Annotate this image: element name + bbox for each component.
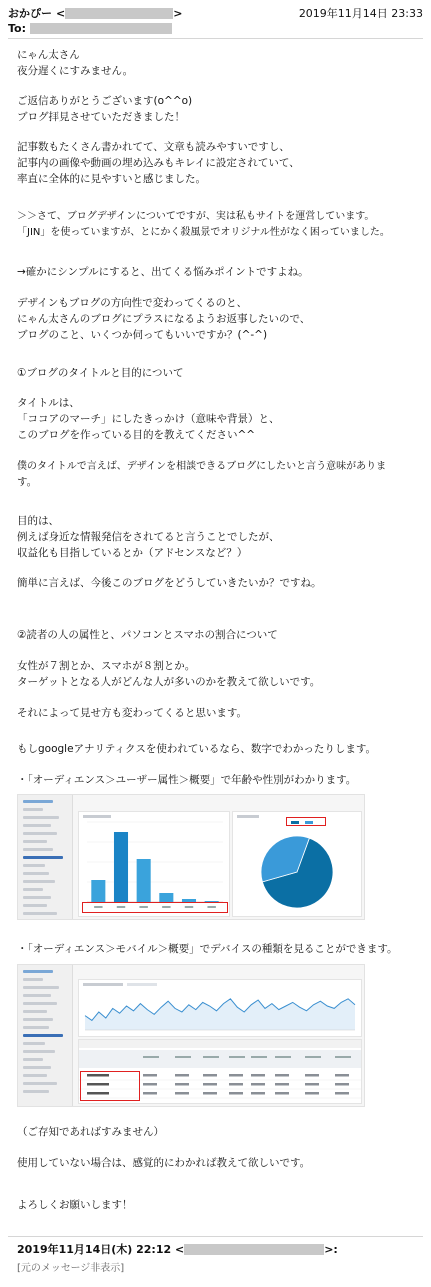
redacted-quoted-email bbox=[184, 1244, 324, 1255]
mail-header bbox=[8, 6, 423, 40]
table-cell bbox=[175, 1092, 189, 1095]
table-cell bbox=[203, 1074, 217, 1077]
body-line: 記事数もたくさん書かれてて、文章も読みやすいですし、 bbox=[17, 141, 290, 153]
section-heading-1: ①ブログのタイトルと目的について bbox=[17, 367, 184, 379]
table-cell bbox=[143, 1074, 157, 1077]
body-line: 夜分遅くにすみません。 bbox=[17, 65, 134, 77]
panel-title-placeholder bbox=[237, 815, 259, 818]
table-cell bbox=[251, 1074, 265, 1077]
line-area bbox=[85, 999, 355, 1030]
body-line: ・「オーディエンス＞ユーザー属性＞概要」で年齢や性別がわかります。 bbox=[17, 774, 357, 786]
body-line: 女性が７割とか、スマホが８割とか。 bbox=[17, 660, 196, 672]
body-line: ターゲットとなる人がどんな人が多いのかを教えて欲しいです。 bbox=[17, 676, 321, 688]
sender-close-bracket: > bbox=[173, 7, 183, 20]
header-cell bbox=[143, 1056, 159, 1058]
age-bar bbox=[137, 859, 151, 902]
highlight-gender-legend bbox=[286, 817, 326, 826]
body-line: デザインもブログの方向性で変わってくるのと、 bbox=[17, 297, 248, 309]
age-bar bbox=[114, 832, 128, 902]
quoted-sender bbox=[17, 1242, 338, 1257]
table-cell bbox=[203, 1092, 217, 1095]
redacted-email bbox=[65, 8, 173, 19]
header-cell bbox=[251, 1056, 267, 1058]
table-cell bbox=[335, 1092, 349, 1095]
body-line: 収益化も目指しているとか（アドセンスなど？） bbox=[17, 547, 248, 559]
body-line: ブログ拝見させていただきました！ bbox=[17, 111, 185, 123]
body-line: す。 bbox=[17, 476, 38, 488]
table-toolbar bbox=[79, 1040, 361, 1048]
table-cell bbox=[305, 1074, 319, 1077]
table-cell bbox=[229, 1074, 243, 1077]
table-cell bbox=[305, 1092, 319, 1095]
header-cell bbox=[175, 1056, 191, 1058]
header-divider bbox=[8, 38, 423, 39]
table-cell bbox=[275, 1092, 289, 1095]
body-line: 簡単に言えば、今後このブログをどうしていきたいか？ですね。 bbox=[17, 577, 322, 589]
header-cell bbox=[305, 1056, 321, 1058]
footer-divider bbox=[8, 1236, 423, 1237]
table-cell bbox=[175, 1074, 189, 1077]
table-cell bbox=[229, 1092, 243, 1095]
header-cell bbox=[335, 1056, 351, 1058]
table-cell bbox=[305, 1083, 319, 1086]
body-line: このブログを作っている目的を教えてください^^ bbox=[17, 429, 256, 441]
body-line: それによって見せ方も変わってくると思います。 bbox=[17, 707, 248, 719]
to-label: To: bbox=[8, 22, 26, 35]
header-cell bbox=[275, 1056, 291, 1058]
sessions-line-chart bbox=[79, 980, 361, 1036]
body-line: 例えば身近な情報発信をされてると言うことでしたが、 bbox=[17, 531, 280, 543]
table-cell bbox=[275, 1083, 289, 1086]
body-line: ご返信ありがとうございます(o^^o) bbox=[17, 95, 193, 107]
body-line: 記事内の画像や動画の埋め込みもキレイに設定されていて、 bbox=[17, 157, 300, 169]
header-cell bbox=[203, 1056, 219, 1058]
body-line: ・「オーディエンス＞モバイル＞概要」でデバイスの種類を見ることができます。 bbox=[17, 943, 398, 955]
analytics-sidebar bbox=[18, 795, 73, 919]
sender-name: おかぴー bbox=[8, 7, 52, 20]
body-line: 率直に全体的に見やすいと感じました。 bbox=[17, 173, 206, 185]
body-line: 「JIN」を使っていますが、とにかく殺風景でオリジナル性がなく困っていました。 bbox=[17, 227, 390, 238]
body-line: もしgoogleアナリティクスを使われているなら、数字でわかったりします。 bbox=[17, 743, 377, 755]
table-cell bbox=[251, 1083, 265, 1086]
recipient bbox=[8, 21, 172, 36]
show-original-link[interactable]: [元のメッセージ非表示] bbox=[17, 1263, 125, 1274]
table-cell bbox=[275, 1074, 289, 1077]
age-bar-chart bbox=[79, 812, 229, 916]
table-cell bbox=[143, 1092, 157, 1095]
highlight-age-axis bbox=[82, 902, 228, 913]
quoted-close: >: bbox=[324, 1243, 338, 1256]
body-line: 僕のタイトルで言えば、デザインを相談できるブログにしたいと言う意味がありま bbox=[17, 461, 387, 472]
analytics-demographics-screenshot bbox=[17, 794, 365, 920]
body-line: （ご存知であればすみません） bbox=[17, 1126, 164, 1138]
table-cell bbox=[335, 1083, 349, 1086]
analytics-sidebar bbox=[18, 965, 73, 1106]
body-line: タイトルは、 bbox=[17, 397, 80, 409]
quoted-date: 2019年11月14日(木) 22:12 < bbox=[17, 1243, 185, 1256]
highlight-device-category bbox=[80, 1071, 140, 1101]
analytics-mobile-screenshot bbox=[17, 964, 365, 1107]
redacted-recipient bbox=[30, 23, 172, 34]
header-cell bbox=[229, 1056, 245, 1058]
body-line: にゃん太さん bbox=[17, 49, 80, 61]
table-cell bbox=[175, 1083, 189, 1086]
mail-date: 2019年11月14日 23:33 bbox=[298, 7, 423, 20]
section-heading-2: ②読者の人の属性と、パソコンとスマホの割合について bbox=[17, 629, 278, 641]
age-bar bbox=[159, 893, 173, 902]
sender-open-bracket: < bbox=[56, 7, 66, 20]
sender[interactable] bbox=[8, 6, 182, 21]
panel-subtitle-placeholder bbox=[127, 983, 157, 986]
table-cell bbox=[143, 1083, 157, 1086]
table-cell bbox=[203, 1083, 217, 1086]
panel-title-placeholder bbox=[83, 983, 123, 986]
body-line: ブログのこと、いくつか伺ってもいいですか？(^-^) bbox=[17, 329, 268, 341]
table-header bbox=[79, 1050, 361, 1068]
table-cell bbox=[251, 1092, 265, 1095]
sessions-line-panel bbox=[78, 979, 362, 1037]
table-cell bbox=[335, 1074, 349, 1077]
table-cell bbox=[229, 1083, 243, 1086]
body-line: にゃん太さんのブログにプラスになるようお返事したいので、 bbox=[17, 313, 311, 325]
body-line: 使用していない場合は、感覚的にわかれば教えて欲しいです。 bbox=[17, 1157, 311, 1169]
age-bar bbox=[91, 880, 105, 902]
gender-pie-chart bbox=[233, 812, 361, 916]
body-line: ＞＞さて、ブログデザインについてですが、実は私もサイトを運営しています。 bbox=[17, 211, 375, 222]
body-line: 「ココアのマーチ」にしたきっかけ（意味や背景）と、 bbox=[17, 413, 280, 425]
body-line: →確かにシンプルにすると、出てくる悩みポイントですよね。 bbox=[17, 266, 309, 278]
body-line: 目的は、 bbox=[17, 515, 59, 527]
gender-chart-panel bbox=[232, 811, 362, 917]
panel-title-placeholder bbox=[83, 815, 111, 818]
body-line: よろしくお願いします！ bbox=[17, 1199, 133, 1211]
